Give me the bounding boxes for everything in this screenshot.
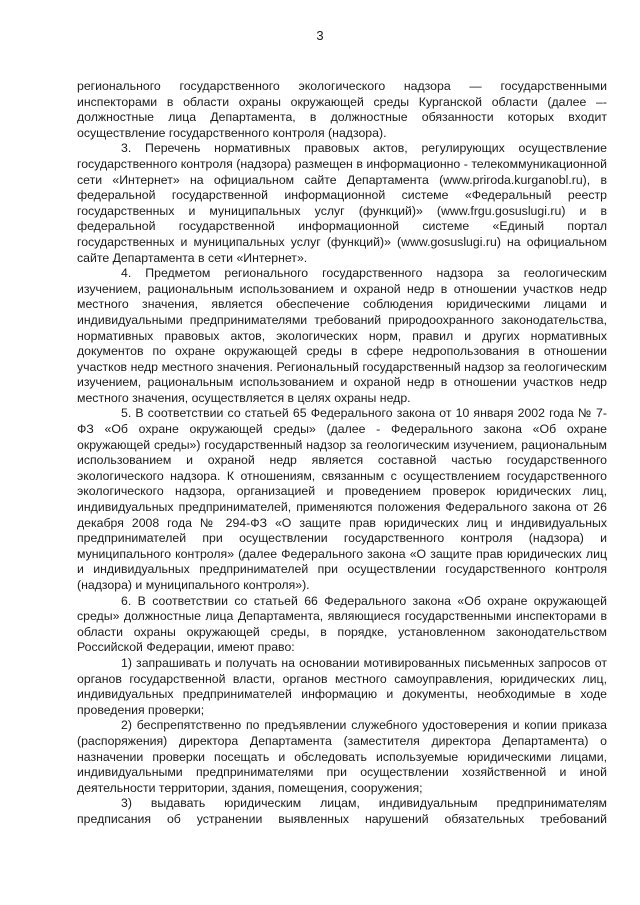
document-body [77,79,607,828]
paragraph-5: 6. В соответствии со статьей 66 Федерального закона «Об охране окружающей среды» должностные лица Департамента, являющиеся государственными инспекторами в области охраны окружающей среды, в порядке, установленном законодательством Российской Федерации, имеют право: [77,593,607,655]
paragraph-1: регионального государственного экологического надзора — государственными инспекторами в области охраны окружающей среды Курганской области (далее –- должностные лица Департамента, в должностные обязанности которых входит осуществление государственного контроля (надзора). [77,79,607,140]
paragraph-4: 5. В соответствии со статьей 65 Федерального закона от 10 января 2002 года № 7-ФЗ «Об охране окружающей среды» (далее - Федерального закона «Об охране окружающей среды») государственный надзор за геологическим изучением, рациональным использованием и охраной недр является составной частью государственного экологического надзора. К отношениям, связанным с осуществлением государственного экологического надзора, организацией и проведением проверок юридических лиц, индивидуальных предпринимателей, применяются положения Федерального закона от 26 декабря 2008 года № 294-ФЗ «О защите прав юридических лиц и индивидуальных предпринимателей при осуществлении государственного контроля (надзора) и муниципального контроля» (далее Федерального закона «О защите прав юридических лиц и индивидуальных предпринимателей при осуществлении государственного контроля (надзора) и муниципального контроля»). [77,406,607,592]
paragraph-7: 2) беспрепятственно по предъявлении служебного удостоверения и копии приказа (распоряжения) директора Департамента (заместителя директора Департамента) о назначении проверки посещать и обследовать используемые юридическими лицами, индивидуальными предпринимателями при осуществлении хозяйственной и иной деятельности территории, здания, помещения, сооружения; [77,718,607,795]
page-number: 3 [316,28,324,43]
paragraph-8: 3) выдавать юридическим лицам, индивидуальным предпринимателям предписания об устранении выявленных нарушений обязательных требований [77,796,607,826]
paragraph-3: 4. Предметом регионального государственного надзора за геологическим изучением, рациональным использованием и охраной недр в отношении участков недр местного значения, является обеспечение соблюдения юридическими лицами и индивидуальными предпринимателями требований природоохранного законодательства, нормативных правовых актов, экологических норм, правил и других нормативных документов по охране окружающей среды в сфере недропользования в отношении участков недр местного значения. Региональный государственный надзор за геологическим изучением, рациональным использованием и охраной недр в отношении участков недр местного значения, осуществляется в целях охраны недр. [77,266,607,405]
paragraph-2: 3. Перечень нормативных правовых актов, регулирующих осуществление государственного контроля (надзора) размещен в информационно - телекоммуникационной сети «Интернет» на официальном сайте Департамента (www.priroda.kurganobl.ru), в федеральной государственной информационной системе «Федеральный реестр государственных и муниципальных услуг (функций)» (www.frgu.gosuslugi.ru) и в федеральной государственной информационной системе «Единый портал государственных и муниципальных услуг (функций)» (www.gosuslugi.ru) на официальном сайте Департамента в сети «Интернет». [77,141,607,265]
paragraph-6: 1) запрашивать и получать на основании мотивированных письменных запросов от органов государственной власти, органов местного самоуправления, юридических лиц, индивидуальных предпринимателей информацию и документы, необходимые в ходе проведения проверки; [77,655,607,717]
